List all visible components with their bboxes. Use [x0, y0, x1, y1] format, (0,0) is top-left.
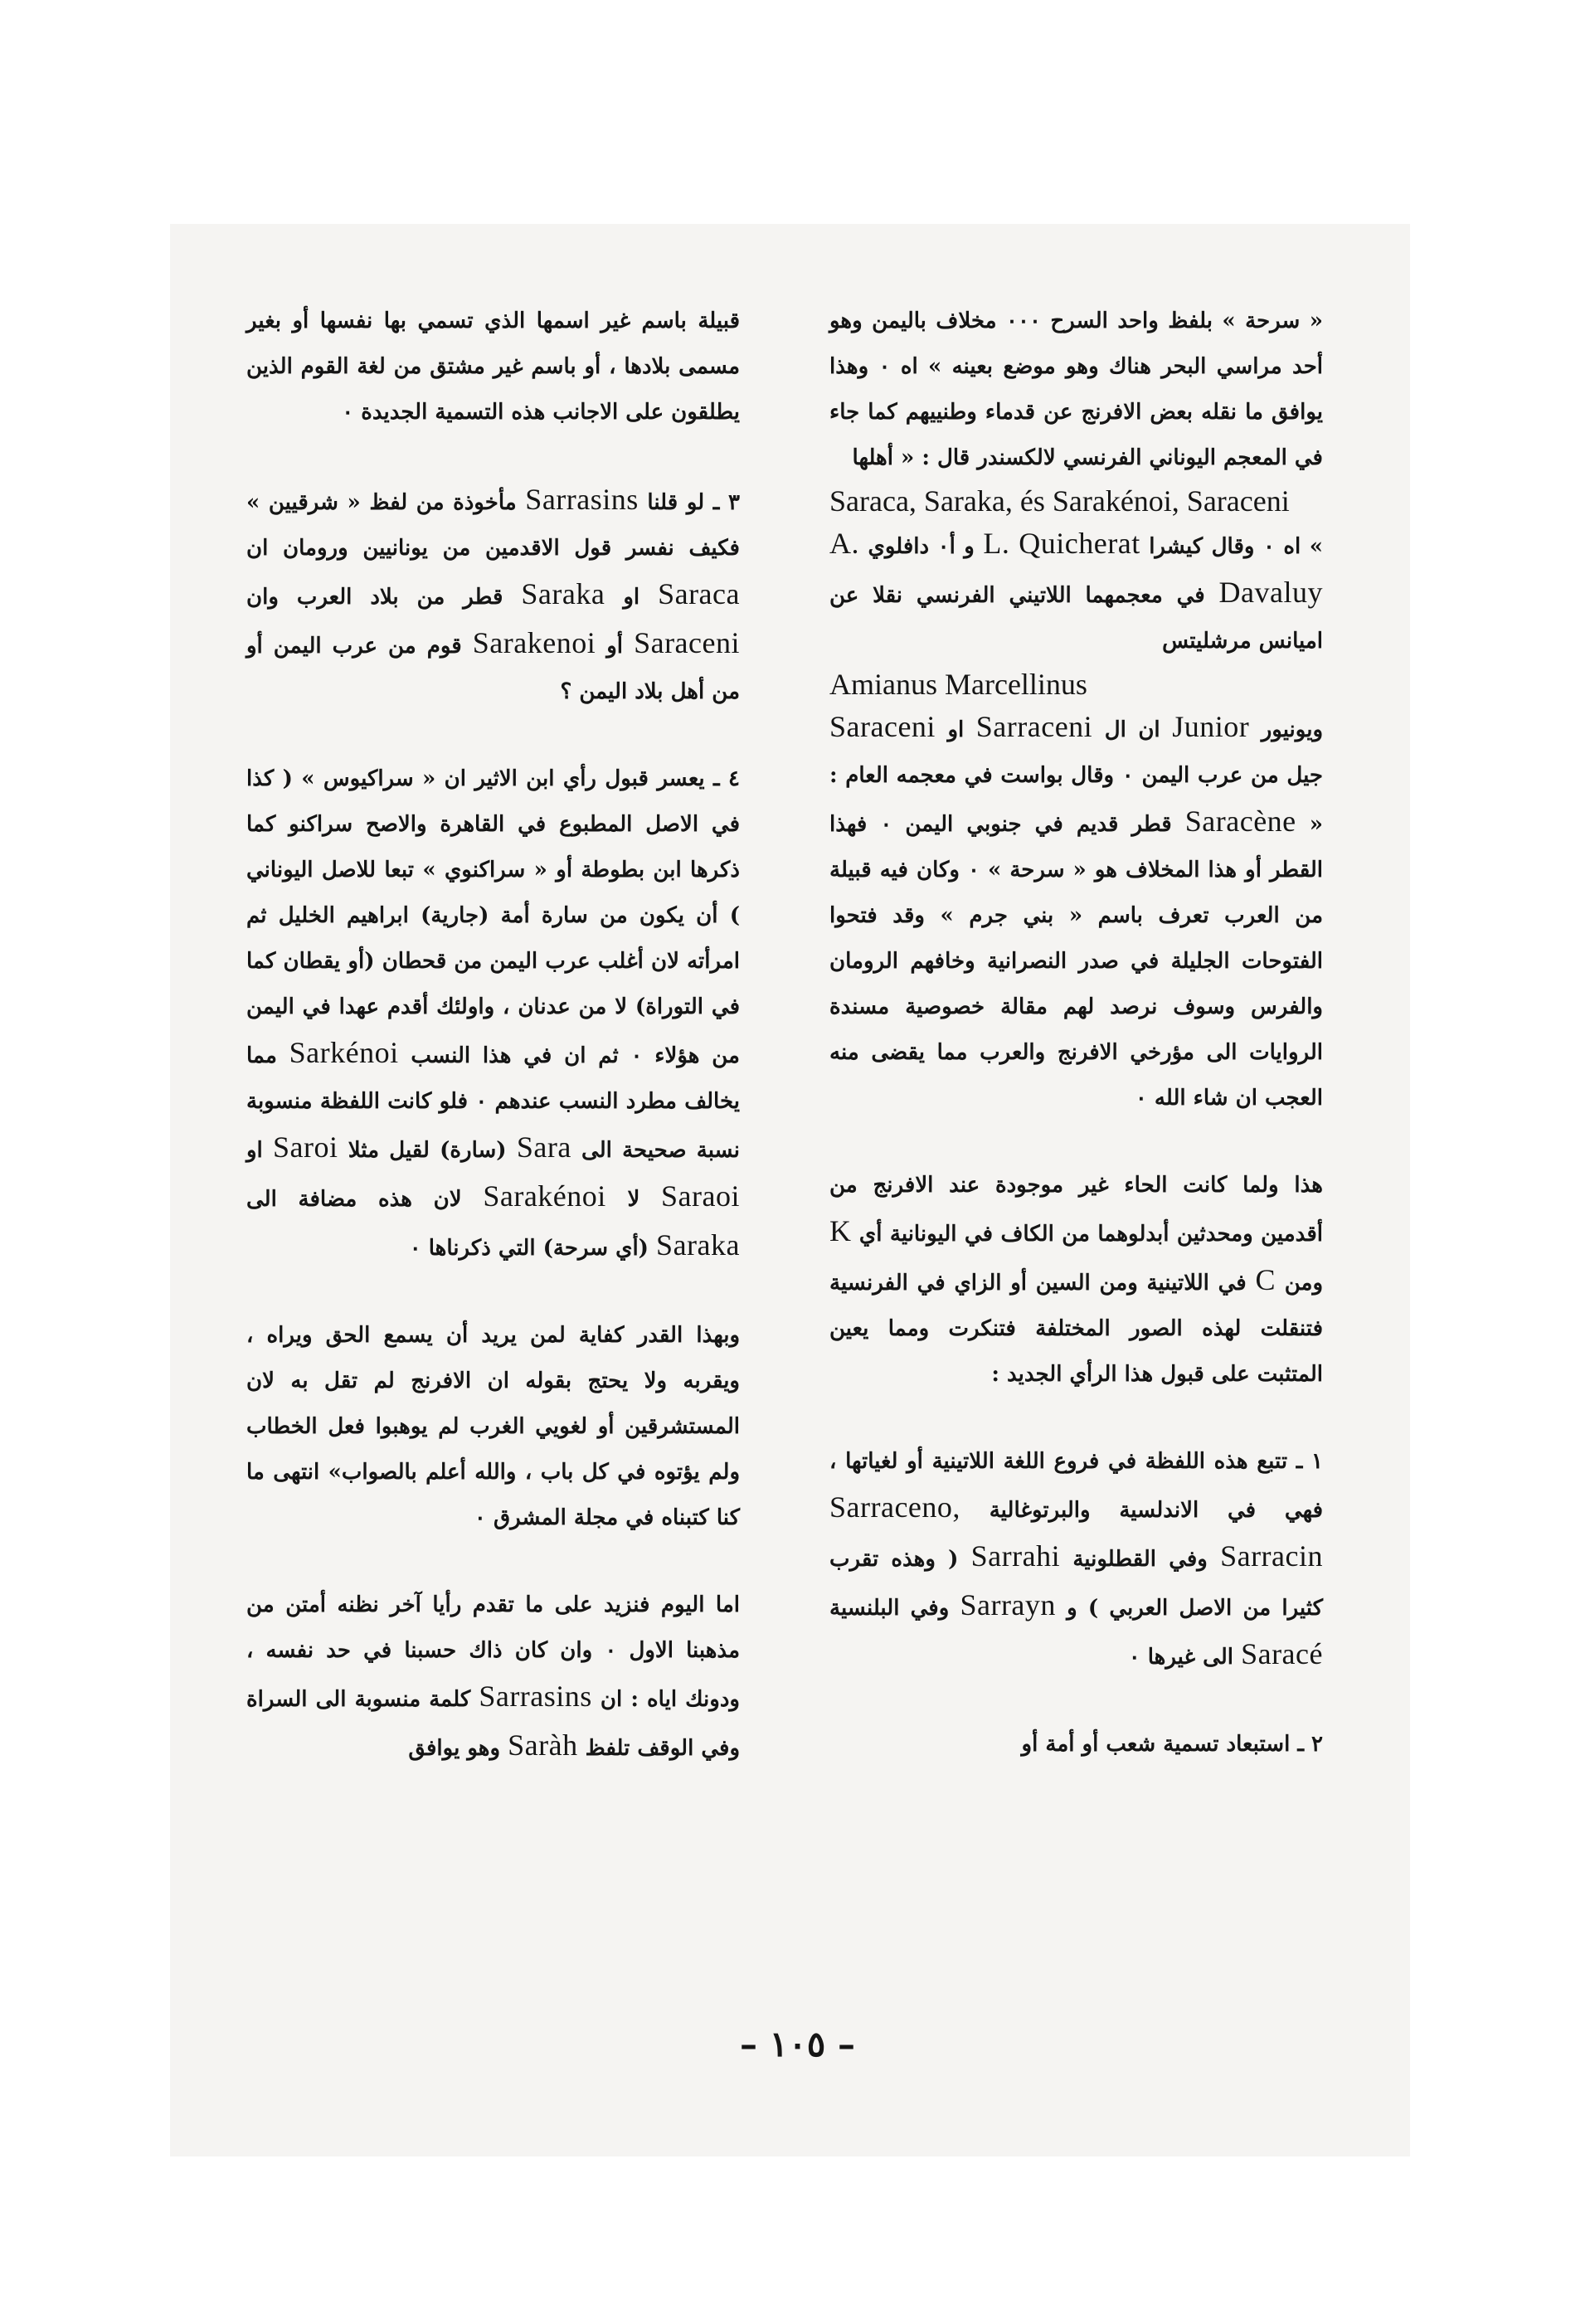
latin-term: Sarrasins: [525, 483, 639, 516]
latin-citation: Amianus Marcellinus: [829, 668, 1087, 701]
paragraph: « سرحة » بلفظ واحد السرح ٠٠٠ مخلاف باليمن وهو أحد مراسي البحر هناك وهو موضع بعينه » اه ٠ وهذا يوافق ما نقله بعض الافرنج عن قدماء وطنييهم كما جاء في المعجم اليوناني الفرنسي لالكسندر قال : « أهلها: [829, 309, 1323, 470]
latin-term: Sarrasins: [479, 1680, 592, 1713]
latin-term: A. Davaluy: [829, 527, 1323, 609]
latin-term: Saracène: [1184, 805, 1296, 838]
paragraph: وبهذا القدر كفاية لمن يريد أن يسمع الحق ويراه ، ويقربه ولا يحتج بقوله ان الافرنج لم تقل به لان المستشرقين أو لغويي الغرب لم يوهبوا فعل الخطاب ولم يؤتوه في كل باب ، والله أعلم بالصواب» انتهى ما كنا كتبناه في مجلة المشرق ٠: [246, 1323, 740, 1530]
latin-term: Saraka: [521, 577, 605, 610]
latin-term: Sarrayn: [960, 1588, 1056, 1621]
latin-term: Saraca: [658, 577, 740, 610]
latin-term: C: [1255, 1263, 1276, 1296]
latin-term: Saraceni: [634, 626, 740, 659]
paragraph: ٤ ـ يعسر قبول رأي ابن الاثير ان « سراكيوس » ( كذا في الاصل المطبوع في القاهرة والاصح سراكنو كما ذكرها ابن بطوطة أو « سراكنوي » تبعا للاصل اليوناني ) أن يكون من سارة أمة (جارية) ابراهيم الخليل ثم امرأته لان أغلب عرب اليمن من قحطان (أو يقطان كما في التوراة) لا من عدنان ، واولئك أقدم عهدا في اليمن من هؤلاء ٠ ثم ان في هذا النسب Sarkénoi مما يخالف مطرد النسب عندهم ٠ فلو كانت اللفظة منسوبة نسبة صحيحة الى Sara (سارة) لقيل مثلا Saroi او Saraoi لا Sarakénoi لان هذه مضافة الى Saraka (أي سرحة) التي ذكرناها ٠: [246, 766, 740, 1262]
page-number: – ١٠٥ –: [740, 2024, 855, 2064]
latin-term: Saràh: [508, 1728, 578, 1762]
latin-term: Saraceni: [829, 710, 936, 743]
latin-citation: Saraca, Saraka, és Sarakénoi, Saraceni: [829, 484, 1290, 518]
paragraph: ٣ ـ لو قلنا Sarrasins مأخوذة من لفظ « شرقيين » فكيف نفسر قول الاقدمين من يونانيين ورومان ان Saraca او Saraka قطر من بلاد العرب وان Saraceni أو Sarakenoi قوم من عرب اليمن أو من أهل بلاد اليمن ؟: [246, 483, 741, 704]
latin-term: Saraka: [656, 1228, 740, 1262]
latin-term: Sarraceni: [975, 710, 1093, 743]
paragraph: هذا ولما كانت الحاء غير موجودة عند الافرنج من أقدمين ومحدثين أبدلوهما من الكاف في اليونانية أي K ومن C في اللاتينية ومن السين أو الزاي في الفرنسية فتنقلت لهذه الصور المختلفة فتنكرت ومما يعين المتثبت على قبول هذا الرأي الجديد :: [829, 1173, 1323, 1387]
paragraph: اما اليوم فنزيد على ما تقدم رأيا آخر نظنه أمتن من مذهبنا الاول ٠ وان كان ذاك حسبنا في حد نفسه ، ودونك اياه : ان Sarrasins كلمة منسوبة الى السراة وفي الوقف تلفظ Saràh وهو يوافق: [246, 1592, 740, 1762]
latin-term: Sarakenoi: [472, 626, 596, 659]
latin-term: Saracé: [1241, 1637, 1323, 1670]
latin-term: Sara: [516, 1130, 571, 1164]
latin-term: Sarrahi: [970, 1539, 1061, 1573]
latin-term: Saraoi: [661, 1179, 740, 1213]
paragraph: ويونيور Junior ان ال Sarraceni او Saraceni جيل من عرب اليمن ٠ وقال بواست في معجمه العام : « Saracène قطر قديم في جنوبي اليمن ٠ فهذا القطر أو هذا المخلاف هو « سرحة » ٠ وكان فيه قبيلة من العرب تعرف باسم « بني جرم » وقد فتحوا الفتوحات الجليلة في صدر النصرانية وخافهم الرومان والفرس وسوف نرصد لهم مقالة خصوصية مسندة الروايات الى مؤرخي الافرنج والعرب مما يقضى منه العجب ان شاء الله ٠: [829, 710, 1323, 1111]
left-column: [246, 299, 740, 1772]
paragraph: » اه ٠ وقال كيشرا L. Quicherat و أ٠ دافلوي A. Davaluy في معجمهما اللاتيني الفرنسي نقلا عن اميانس مرشليتس: [829, 527, 1323, 654]
latin-term: Sarraceno, Sarracin: [829, 1490, 1323, 1573]
latin-term: Sarakénoi: [483, 1179, 606, 1213]
latin-term: Junior: [1172, 710, 1250, 743]
latin-term: L. Quicherat: [983, 527, 1140, 560]
paragraph: ١ ـ تتبع هذه اللفظة في فروع اللغة اللاتينية أو لغياتها ، فهي في الاندلسية والبرتوغالية Sarraceno, Sarracin وفي القطلونية Sarrahi ( وهذه تقرب كثيرا من الاصل العربي ) و Sarrayn وفي البلنسية Saracé الى غيرها ٠: [829, 1449, 1323, 1670]
paragraph: قبيلة باسم غير اسمها الذي تسمي بها نفسها أو بغير مسمى بلادها ، أو باسم غير مشتق من لغة القوم الذين يطلقون على الاجانب هذه التسمية الجديدة ٠: [246, 309, 740, 425]
latin-term: K: [829, 1214, 852, 1247]
latin-term: Sarkénoi: [289, 1036, 399, 1069]
paragraph: ٢ ـ استبعاد تسمية شعب أو أمة أو: [1021, 1732, 1323, 1757]
right-column: [829, 299, 1323, 1767]
latin-term: Saroi: [273, 1130, 338, 1164]
